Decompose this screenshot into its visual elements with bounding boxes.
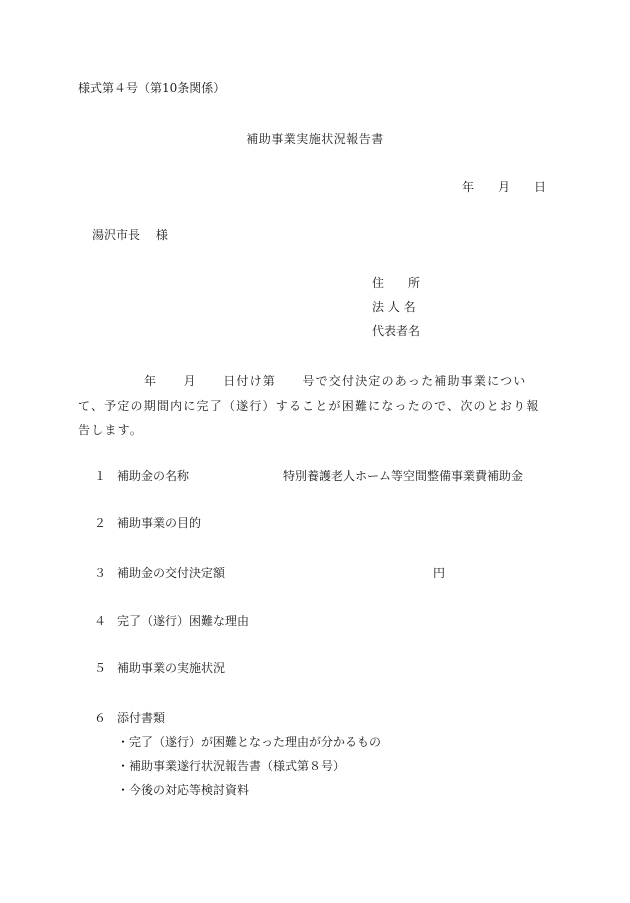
body-text-line: 告します。 (78, 423, 144, 437)
attachment-item: ・完了（遂行）が困難となった理由が分かるもの (117, 735, 382, 749)
attachment-item: ・今後の対応等検討資料 (117, 783, 250, 797)
date-line: 年 月 日 (462, 180, 547, 194)
document-title: 補助事業実施状況報告書 (246, 132, 384, 146)
item-number: ４ (94, 614, 107, 628)
attachment-item: ・補助事業遂行状況報告書（様式第８号） (117, 759, 346, 773)
item-label-subsidy-name: 補助金の名称 (117, 469, 190, 483)
corporation-name-label: 法 人 名 (372, 300, 416, 314)
item-value-yen-unit: 円 (433, 566, 446, 580)
item-label-purpose: 補助事業の目的 (117, 516, 202, 530)
item-label-attachments: 添付書類 (117, 711, 166, 725)
item-number: ２ (94, 516, 107, 530)
item-label-grant-amount: 補助金の交付決定額 (117, 566, 226, 580)
item-value-subsidy-name: 特別養護老人ホーム等空間整備事業費補助金 (283, 469, 524, 483)
representative-label: 代表者名 (372, 324, 421, 338)
item-number: １ (94, 469, 107, 483)
item-label-difficulty-reason: 完了（遂行）困難な理由 (117, 614, 250, 628)
body-text-line: て、予定の期間内に完了（遂行）することが困難になったので、次のとおり報 (78, 399, 540, 413)
address-label: 住 所 (372, 276, 421, 290)
item-number: ５ (94, 661, 107, 675)
form-number: 様式第４号（第10条関係） (78, 81, 226, 95)
item-label-implementation-status: 補助事業の実施状況 (117, 661, 226, 675)
body-text-line: 年 月 日付け第 号で交付決定のあった補助事業につい (78, 374, 527, 388)
item-number: ６ (94, 711, 107, 725)
item-number: ３ (94, 566, 107, 580)
addressee: 湯沢市長 様 (92, 228, 168, 242)
